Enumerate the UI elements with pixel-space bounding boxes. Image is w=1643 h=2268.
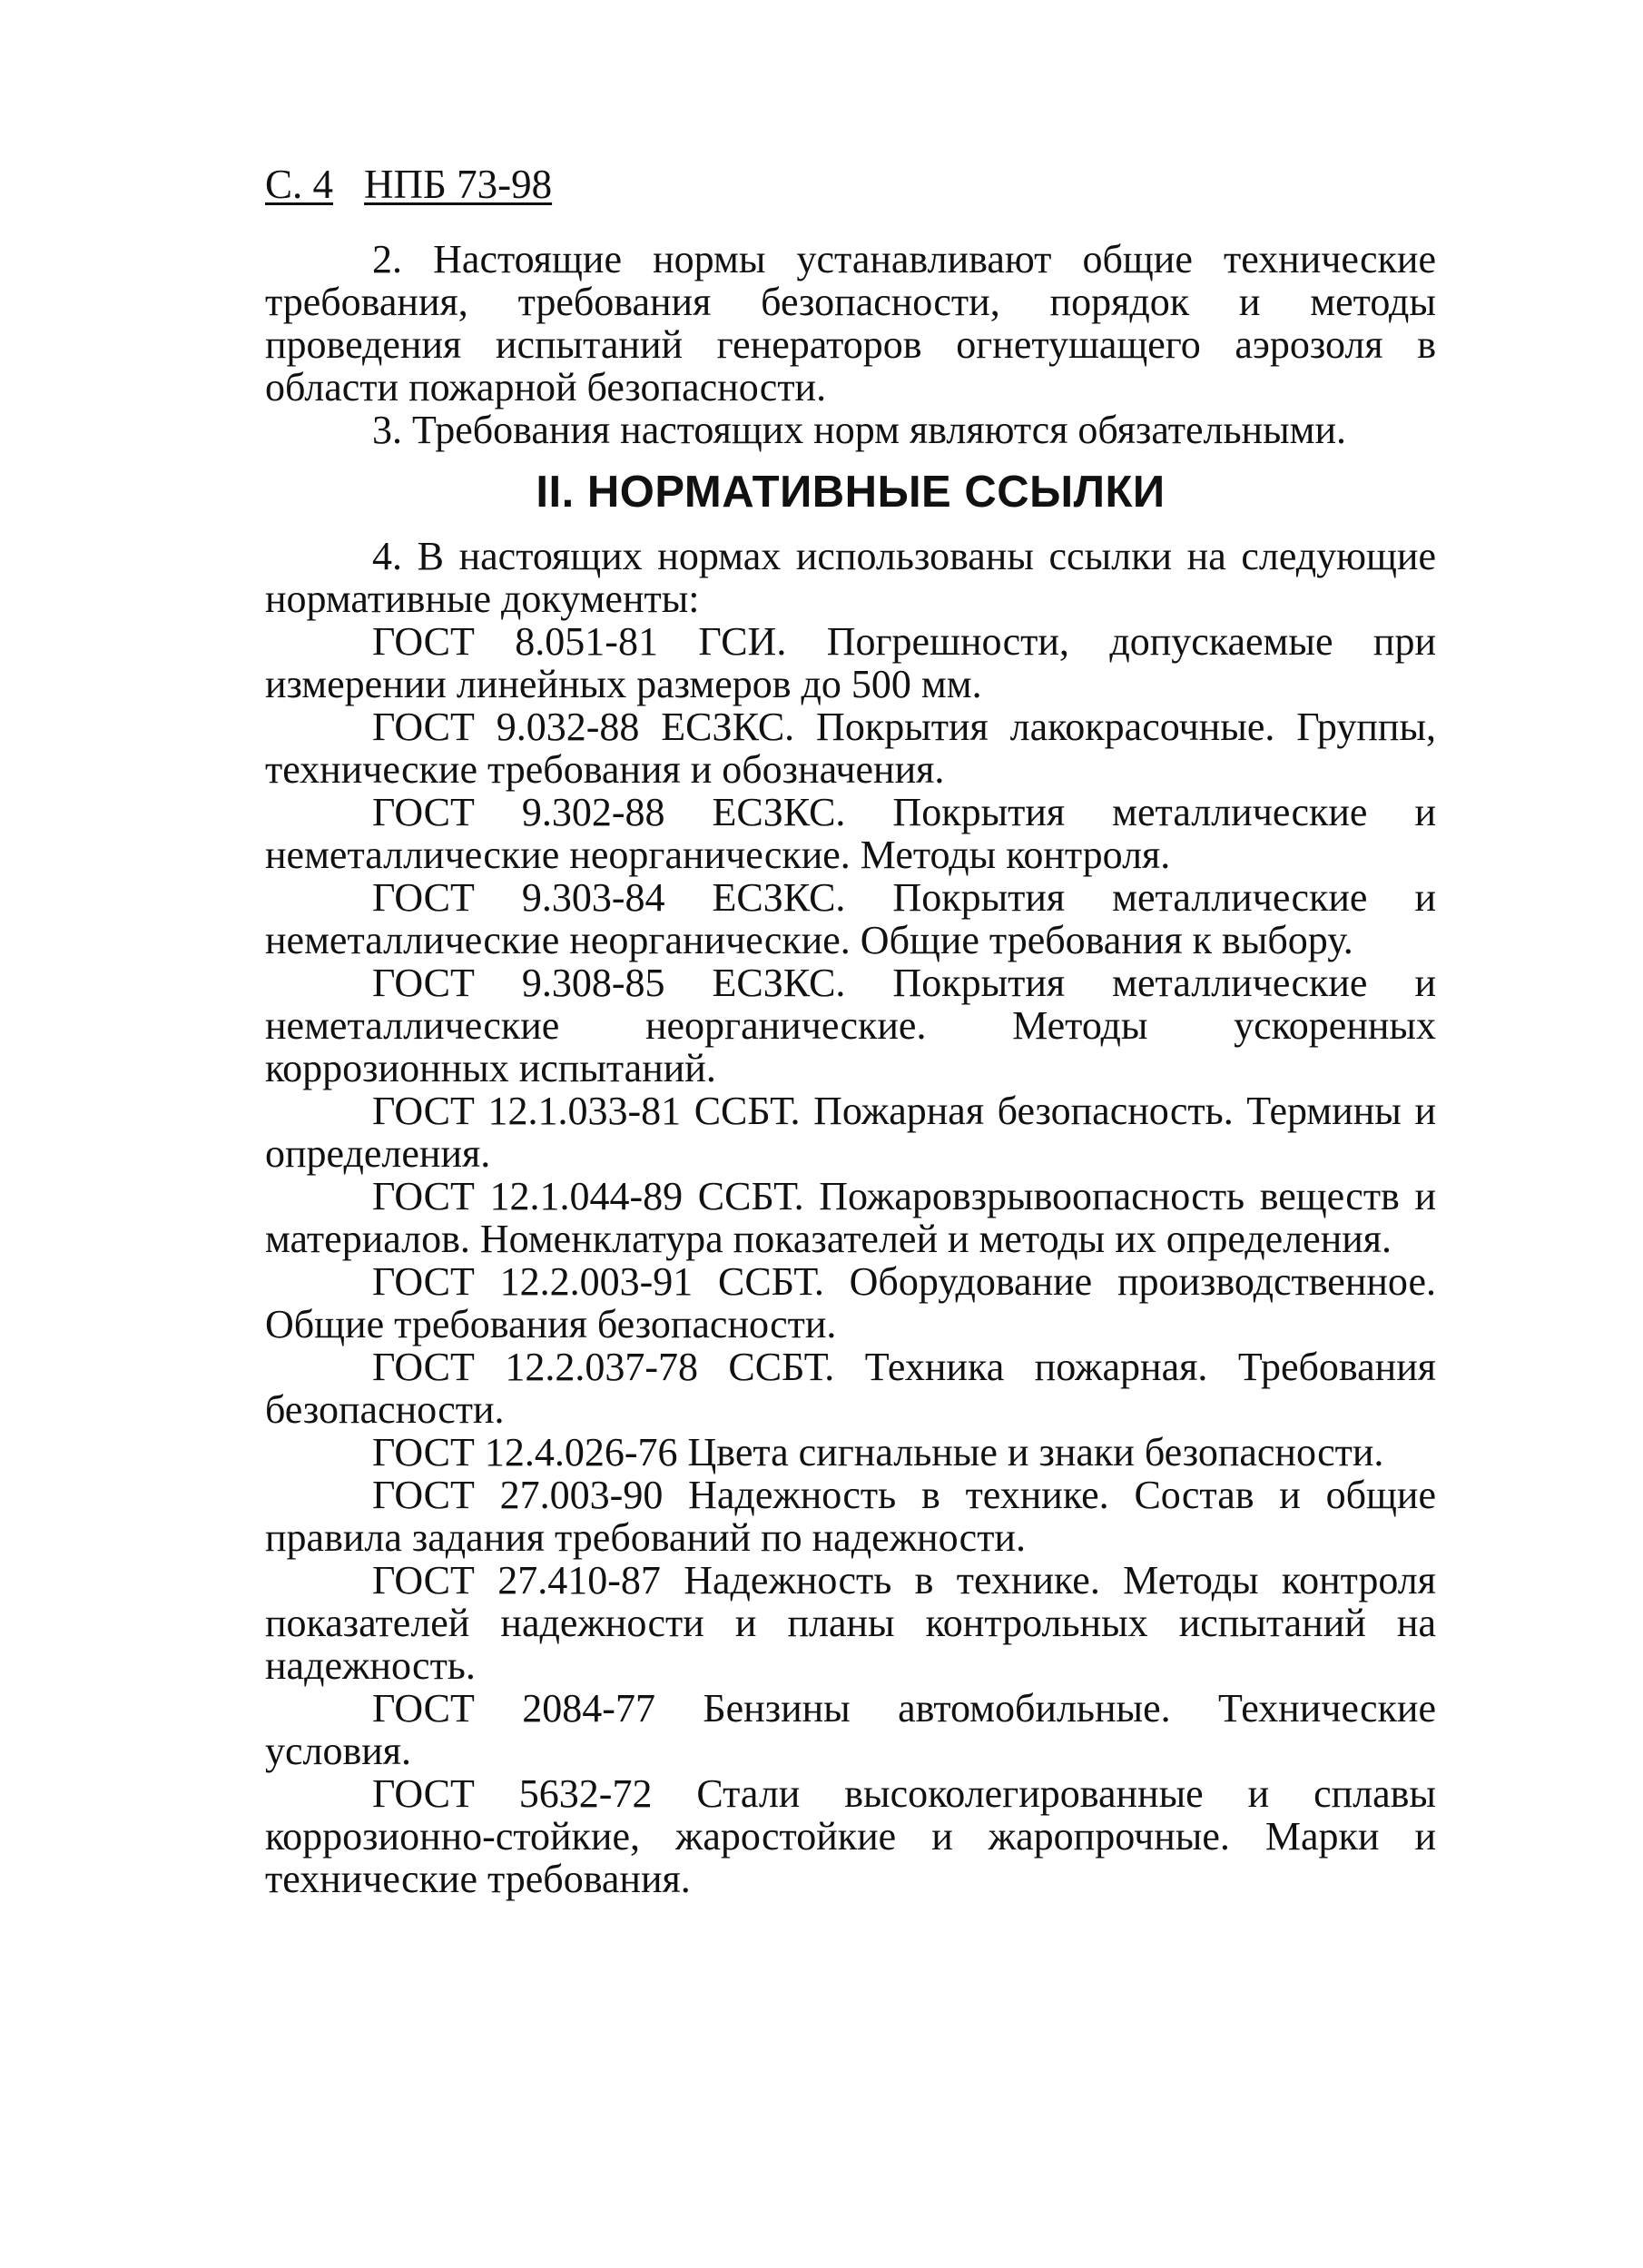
paragraph-4: 4. В настоящих нормах использованы ссылки на следующие нормативные документы: — [265, 534, 1436, 621]
page-body — [265, 238, 1436, 1900]
reference-item: ГОСТ 12.2.003-91 ССБТ. Оборудование производственное. Общие требования безопасности. — [265, 1259, 1436, 1346]
reference-item: ГОСТ 8.051-81 ГСИ. Погрешности, допускаемые при измерении линейных размеров до 500 мм. — [265, 619, 1436, 706]
reference-item: ГОСТ 12.1.044-89 ССБТ. Пожаровзрывоопасность веществ и материалов. Номенклатура показателей и методы их определения. — [265, 1174, 1436, 1261]
document-code: НПБ 73-98 — [364, 162, 553, 207]
reference-item: ГОСТ 5632-72 Стали высоколегированные и сплавы коррозионно-стойкие, жаростойкие и жаропрочные. Марки и технические требования. — [265, 1771, 1436, 1901]
reference-list — [265, 620, 1436, 1900]
page-number: С. 4 — [265, 162, 334, 207]
reference-item: ГОСТ 12.2.037-78 ССБТ. Техника пожарная. Требования безопасности. — [265, 1345, 1436, 1432]
reference-item: ГОСТ 12.4.026-76 Цвета сигнальные и знаки безопасности. — [372, 1430, 1384, 1474]
page-header — [265, 162, 552, 207]
reference-item: ГОСТ 9.032-88 ЕСЗКС. Покрытия лакокрасочные. Группы, технические требования и обозначения. — [265, 705, 1436, 792]
reference-item: ГОСТ 9.303-84 ЕСЗКС. Покрытия металлические и неметаллические неорганические. Общие требования к выбору. — [265, 875, 1436, 962]
reference-item: ГОСТ 12.1.033-81 ССБТ. Пожарная безопасность. Термины и определения. — [265, 1089, 1436, 1176]
paragraph-2: 2. Настоящие нормы устанавливают общие технические требования, требования безопасности, порядок и методы проведения испытаний генераторов огнетушащего аэрозоля в области пожарной безопасности. — [265, 237, 1436, 409]
reference-item: ГОСТ 9.302-88 ЕСЗКС. Покрытия металлические и неметаллические неорганические. Методы контроля. — [265, 790, 1436, 877]
reference-item: ГОСТ 27.410-87 Надежность в технике. Методы контроля показателей надежности и планы контрольных испытаний на надежность. — [265, 1558, 1436, 1688]
section-title: II. НОРМАТИВНЫЕ ССЫЛКИ — [536, 468, 1166, 517]
reference-item: ГОСТ 27.003-90 Надежность в технике. Состав и общие правила задания требований по надежности. — [265, 1473, 1436, 1560]
reference-item: ГОСТ 9.308-85 ЕСЗКС. Покрытия металлические и неметаллические неорганические. Методы ускоренных коррозионных испытаний. — [265, 961, 1436, 1090]
reference-item: ГОСТ 2084-77 Бензины автомобильные. Технические условия. — [265, 1686, 1436, 1773]
paragraph-3: 3. Требования настоящих норм являются обязательными. — [372, 408, 1347, 452]
